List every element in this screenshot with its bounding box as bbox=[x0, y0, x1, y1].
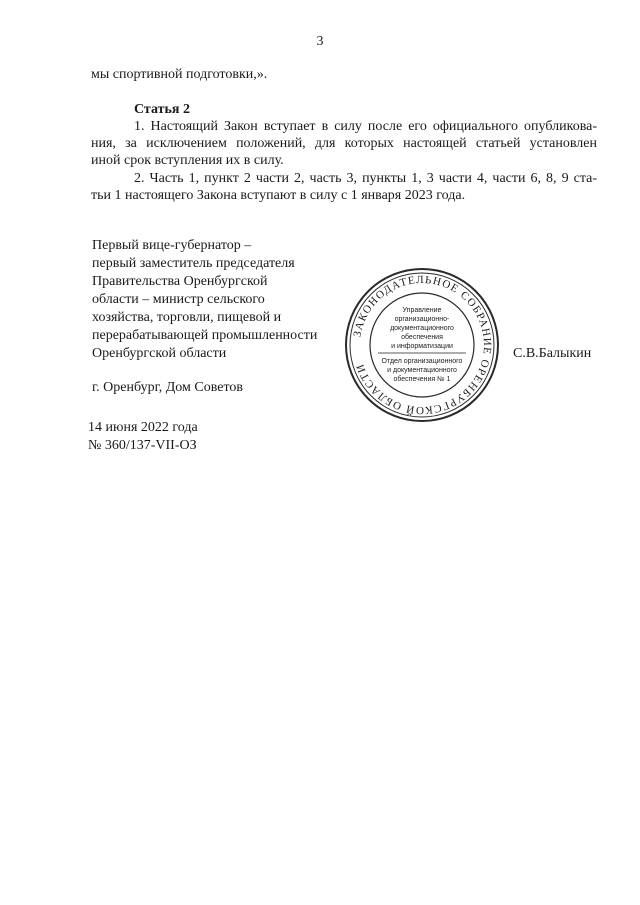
seal-inner-line: обеспечения № 1 bbox=[393, 376, 451, 383]
article-para1-line1: 1. Настоящий Закон вступает в силу после его официального опубликова- bbox=[134, 119, 597, 134]
article-para1-line2: ния, за исключением положений, для которых настоящей статьей установлен bbox=[91, 136, 597, 151]
place: г. Оренбург, Дом Советов bbox=[92, 380, 243, 395]
signatory-title-line: области – министр сельского bbox=[92, 292, 265, 307]
seal-inner-line: и документационного bbox=[387, 367, 457, 374]
seal-inner-line: обеспечения bbox=[401, 334, 443, 341]
seal-inner-line: документационного bbox=[390, 325, 454, 332]
seal-inner-line: и информатизации bbox=[391, 343, 453, 350]
signatory-title-line: Правительства Оренбургской bbox=[92, 274, 268, 289]
signatory-title-line: перерабатывающей промышленности bbox=[92, 328, 318, 343]
signatory-name: С.В.Балыкин bbox=[513, 346, 592, 361]
article-heading: Статья 2 bbox=[134, 102, 190, 117]
seal-inner-line: Управление bbox=[402, 307, 442, 314]
signatory-title-line: Оренбургской области bbox=[92, 346, 227, 361]
article-para1-line3: иной срок вступления их в силу. bbox=[91, 153, 284, 168]
article-para2-line2: тьи 1 настоящего Закона вступают в силу с 1 января 2023 года. bbox=[91, 188, 466, 203]
continuation-text: мы спортивной подготовки,». bbox=[91, 67, 268, 82]
seal-inner-line: Отдел организационного bbox=[381, 358, 463, 365]
date: 14 июня 2022 года bbox=[88, 420, 198, 435]
signatory-title bbox=[92, 237, 317, 363]
signatory-title-line: первый заместитель председателя bbox=[92, 256, 295, 271]
article-para2-line1: 2. Часть 1, пункт 2 части 2, часть 3, пункты 1, 3 части 4, части 6, 8, 9 ста- bbox=[134, 171, 597, 186]
page-number: 3 bbox=[316, 34, 324, 49]
seal-ring-text: ЗАКОНОДАТЕЛЬНОЕ СОБРАНИЕ ОРЕНБУРГСКОЙ ОБЛАСТИ bbox=[351, 273, 494, 417]
seal-inner-line: организационно- bbox=[394, 316, 450, 323]
official-seal bbox=[342, 265, 502, 425]
document-number: № 360/137-VII-ОЗ bbox=[88, 438, 197, 453]
signatory-title-line: хозяйства, торговли, пищевой и bbox=[92, 310, 282, 325]
signatory-title-line: Первый вице-губернатор – bbox=[92, 238, 252, 253]
